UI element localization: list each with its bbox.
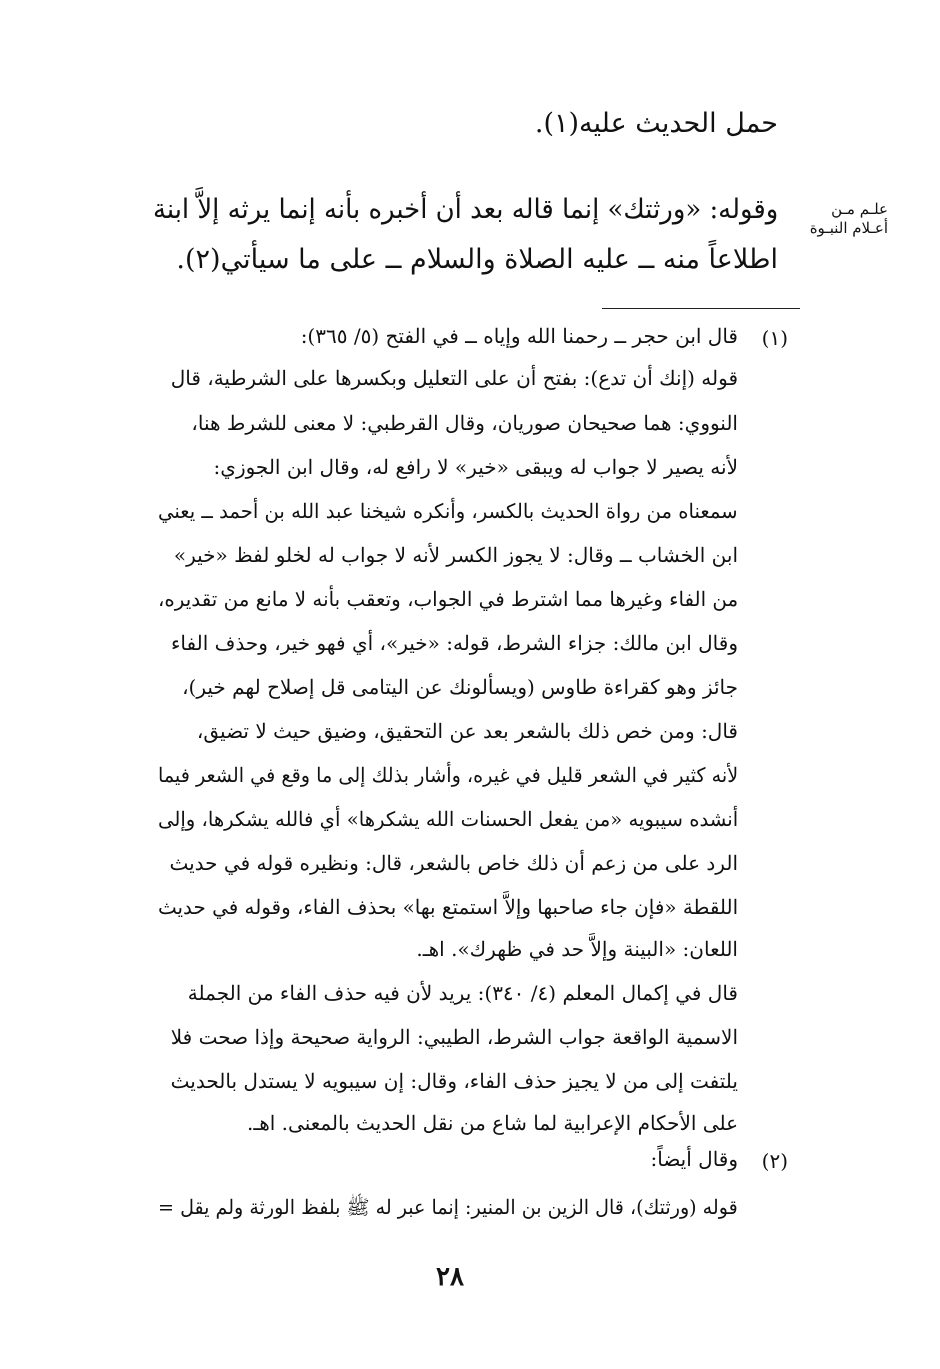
footnote-1-line-11: لأنه كثير في الشعر قليل في غيره، وأشار بذلك إلى ما وقع في الشعر فيما	[157, 763, 738, 787]
footnote-1-line-3: النووي: هما صحيحان صوريان، وقال القرطبي: لا معنى للشرط هنا،	[191, 411, 738, 435]
footnote-1-line-19: على الأحكام الإعرابية لما شاع من نقل الحديث بالمعنى. اهـ.	[246, 1111, 738, 1135]
body-line-1: حمل الحديث عليه(١).	[534, 108, 778, 139]
footnote-separator	[602, 308, 800, 309]
footnote-1-line-4: لأنه يصير لا جواب له ويبقى «خير» لا رافع له، وقال ابن الجوزي:	[213, 455, 738, 479]
footnote-1-line-13: الرد على من زعم أن ذلك خاص بالشعر، قال: ونظيره قوله في حديث	[169, 851, 738, 875]
footnote-2-line-2: قوله (ورثتك)، قال الزين بن المنير: إنما عبر له ﷺ بلفظ الورثة ولم يقل =	[158, 1195, 738, 1219]
footnote-2-marker: (٢)	[761, 1149, 788, 1173]
footnote-1-line-2: قوله (إنك أن تدع): بفتح أن على التعليل وبكسرها على الشرطية، قال	[170, 366, 738, 390]
footnote-1-line-5: سمعناه من رواة الحديث بالكسر، وأنكره شيخنا عبد الله بن أحمد ــ يعني	[158, 499, 738, 523]
footnote-1-line-18: يلتفت إلى من لا يجيز حذف الفاء، وقال: إن سيبويه لا يستدل بالحديث	[170, 1069, 738, 1093]
margin-note	[798, 200, 888, 238]
margin-note-line-1: علـم مـن	[831, 200, 888, 218]
footnote-1-line-16: قال في إكمال المعلم (٤/ ٣٤٠): يريد لأن فيه حذف الفاء من الجملة	[187, 981, 738, 1005]
footnote-1-marker: (١)	[761, 326, 788, 350]
body-line-2: وقوله: «ورثتك» إنما قاله بعد أن أخبره بأنه إنما يرثه إلاَّ ابنة	[152, 194, 778, 225]
footnote-1-line-17: الاسمية الواقعة جواب الشرط، الطيبي: الرواية صحيحة وإذا صحت فلا	[170, 1025, 738, 1049]
footnote-2-line-1: وقال أيضاً:	[650, 1147, 738, 1171]
margin-note-line-2: أعـلام النبـوة	[809, 218, 888, 237]
footnote-1-line-10: قال: ومن خص ذلك بالشعر بعد عن التحقيق، وضيق حيث لا تضيق،	[196, 719, 738, 743]
footnote-1-line-12: أنشده سيبويه «من يفعل الحسنات الله يشكرها» أي فالله يشكرها، وإلى	[157, 807, 738, 831]
footnote-1-line-15: اللعان: «البينة وإلاَّ حد في ظهرك». اهـ.	[416, 937, 738, 961]
page-number: ٢٨	[436, 1262, 464, 1292]
footnote-1-line-8: وقال ابن مالك: جزاء الشرط، قوله: «خير»، أي فهو خير، وحذف الفاء	[171, 631, 738, 655]
footnote-1-line-6: ابن الخشاب ــ وقال: لا يجوز الكسر لأنه لا جواب له لخلو لفظ «خير»	[173, 543, 738, 567]
footnote-1-line-1: قال ابن حجر ــ رحمنا الله وإياه ــ في الفتح (٥/ ٣٦٥):	[300, 324, 738, 348]
footnote-1-line-9: جائز وهو كقراءة طاوس (ويسألونك عن اليتامى قل إصلاح لهم خير)،	[182, 675, 738, 699]
footnote-1-line-7: من الفاء وغيرها مما اشترط في الجواب، وتعقب بأنه لا مانع من تقديره،	[157, 587, 738, 611]
footnote-1-line-14: اللقطة «فإن جاء صاحبها وإلاَّ استمتع بها» بحذف الفاء، وقوله في حديث	[157, 895, 738, 919]
body-line-3: اطلاعاً منه ــ عليه الصلاة والسلام ــ على ما سيأتي(٢).	[176, 244, 778, 275]
